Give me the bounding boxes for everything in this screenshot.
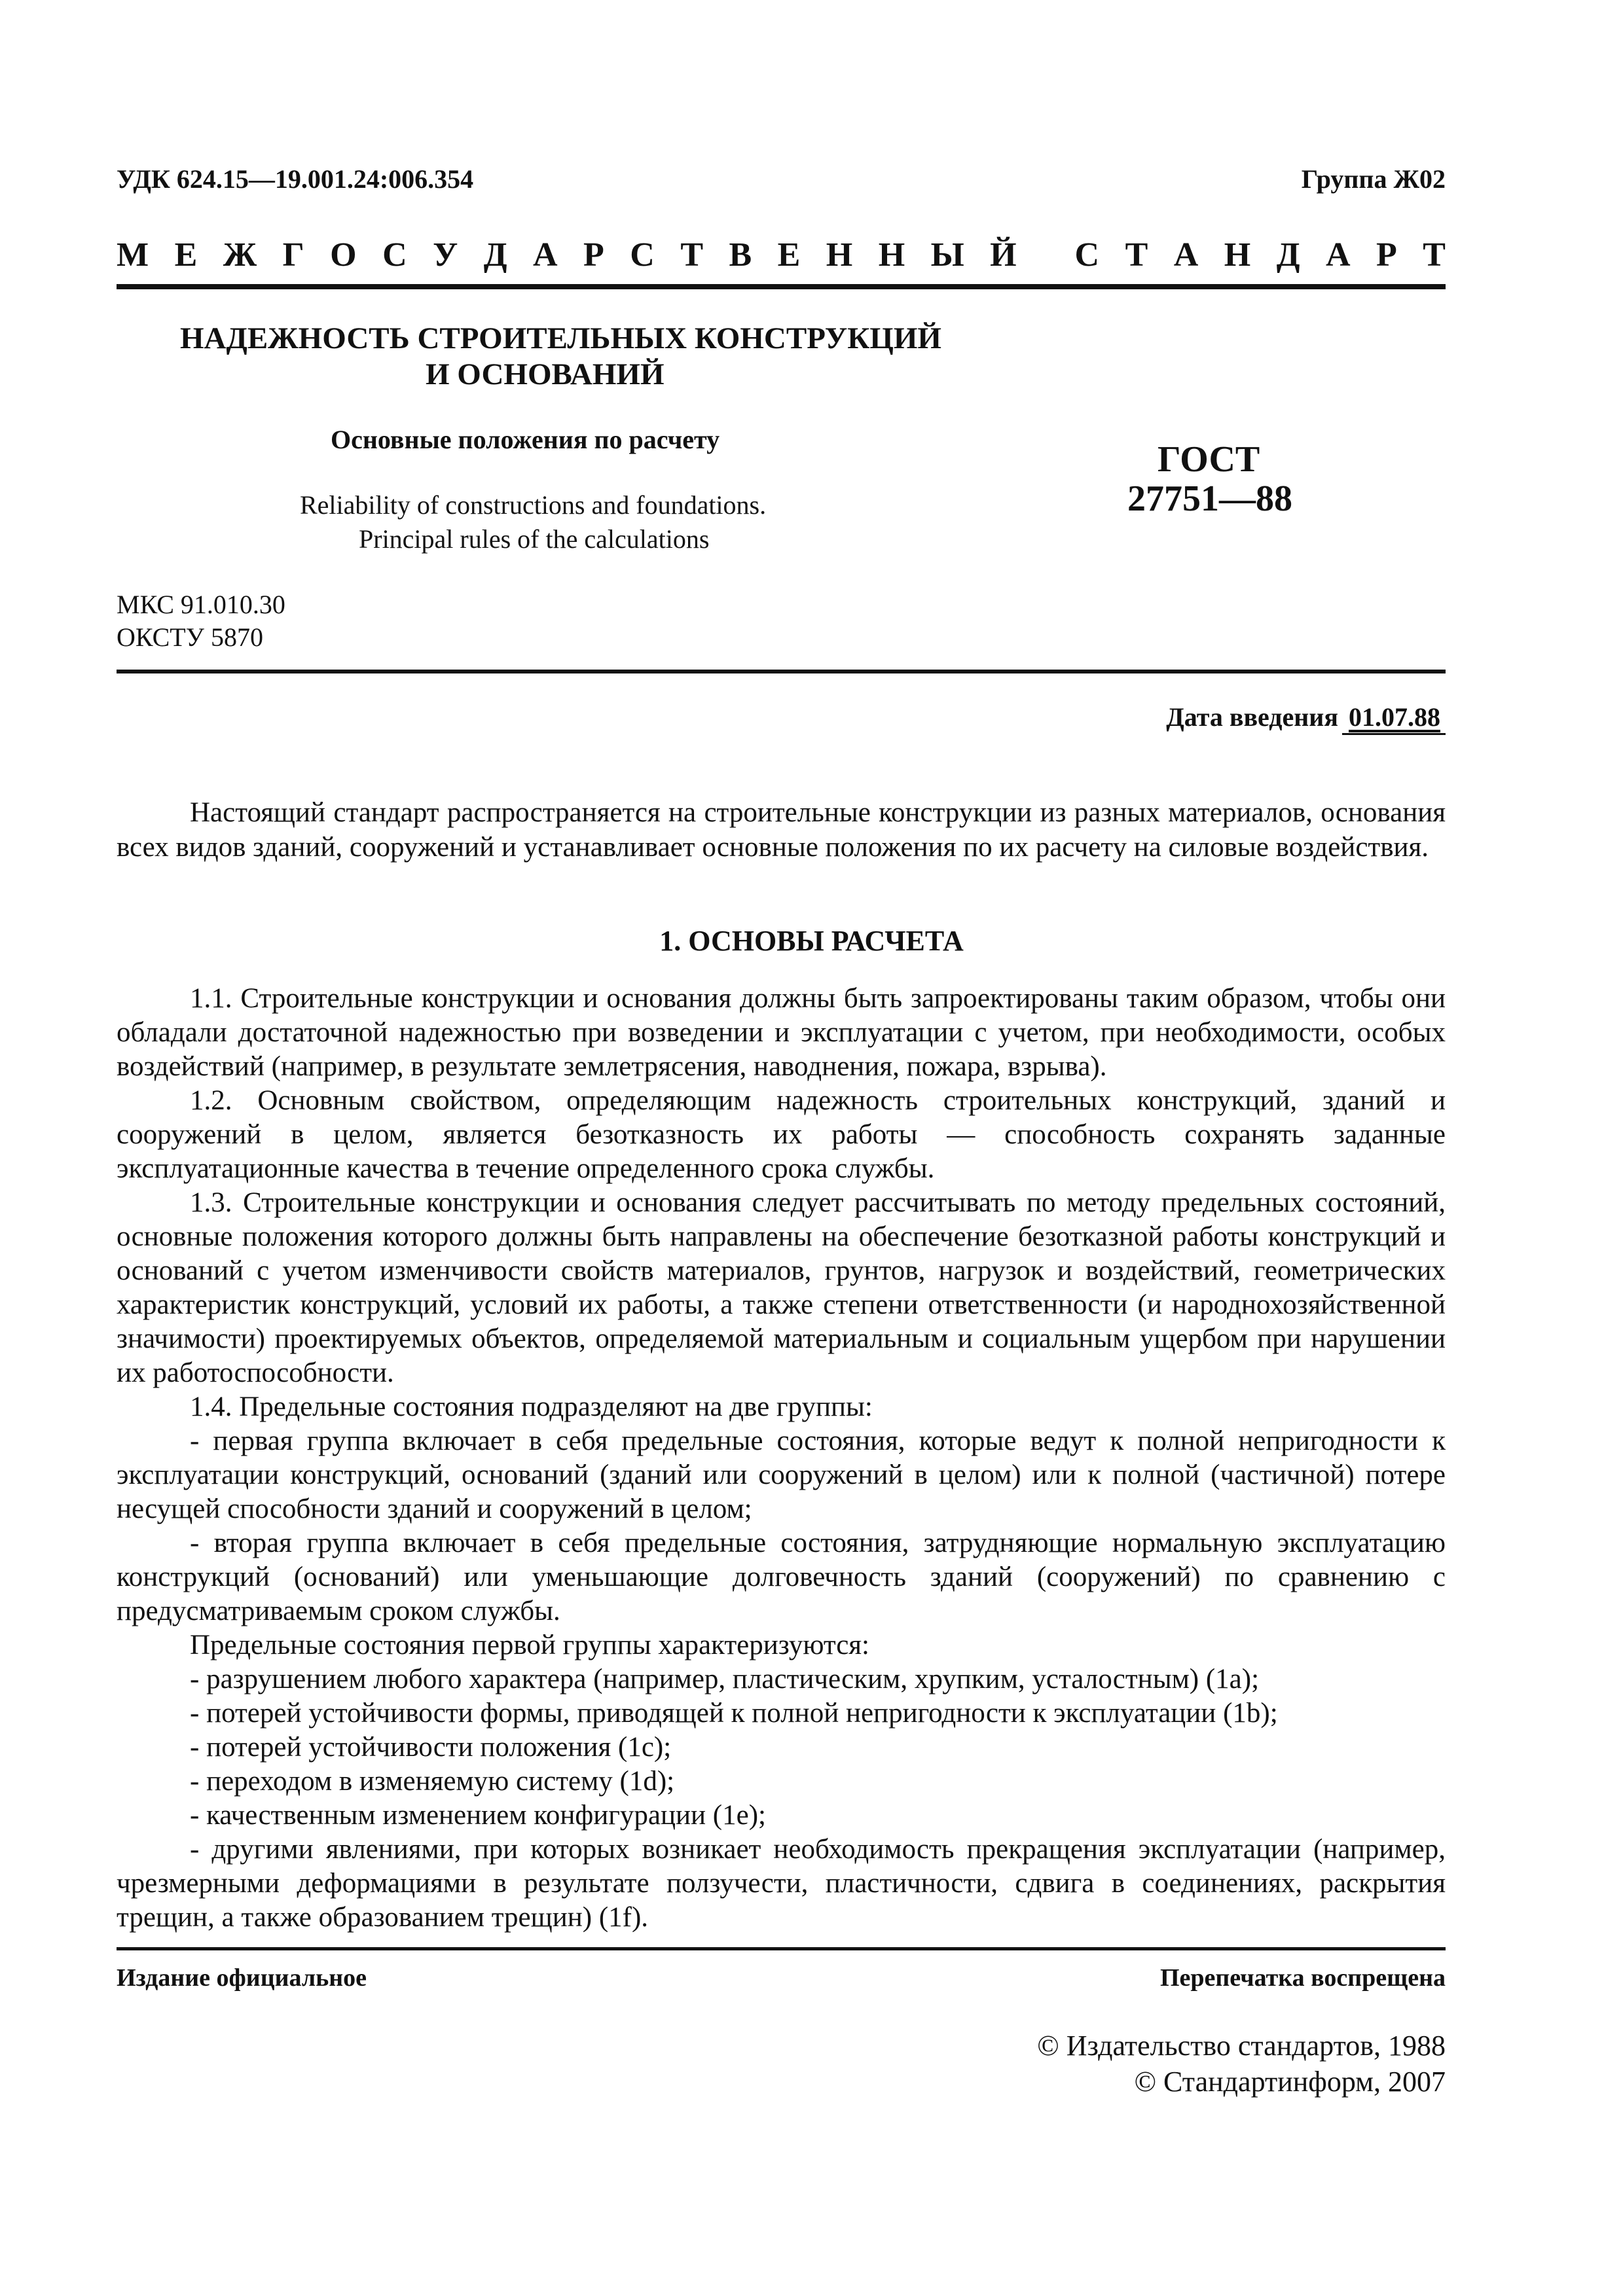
banner-letter: А — [1173, 236, 1199, 274]
mks-code: МКС 91.010.30 — [117, 590, 285, 619]
list-item: - переходом в изменяемую систему (1d); — [190, 1766, 675, 1797]
section-heading: 1. ОСНОВЫ РАСЧЕТА — [659, 925, 964, 957]
clause-1-2: 1.2. Основным свойством, определяющим надежность строительных конструкций, зданий и сооружений в целом, является безотказность их работы — способность сохранять заданные эксплуатационные качества в течение определенного срока службы. — [117, 1085, 1446, 1184]
intro-paragraph: Настоящий стандарт распространяется на строительные конструкции из разных материалов, основания всех видов зданий, сооружений и устанавливает основные положения по их расчету на силовые воздействия. — [117, 797, 1446, 863]
okstu-code: ОКСТУ 5870 — [117, 622, 264, 652]
banner-letter: А — [533, 236, 558, 274]
copyright-2: © Стандартинформ, 2007 — [1134, 2066, 1446, 2098]
intro-date — [1166, 702, 1446, 732]
clause-1-3: 1.3. Строительные конструкции и основания следует рассчитывать по методу предельных состояний, основные положения которого должны быть направлены на обеспечение безотказной работы конструкций и оснований с учетом изменчивости свойств материалов, грунтов, нагрузок и воздействий, геометрических характеристик конструкций, условий их работы, а также степени ответственности (и народнохозяйственной значимости) проектируемых объектов, определяемой материальным и социальным ущербом при нарушении их работоспособности. — [117, 1187, 1446, 1388]
footer-rule — [117, 1947, 1446, 1950]
udk-code: УДК 624.15—19.001.24:006.354 — [117, 164, 474, 194]
gost-number: 27751—88 — [1127, 478, 1292, 519]
banner-letter: Р — [1376, 236, 1397, 274]
edition-note: Издание официальное — [117, 1964, 367, 1992]
banner-word-gap — [1042, 236, 1049, 281]
subtitle: Основные положения по расчету — [331, 425, 720, 454]
banner-letter: А — [1325, 236, 1351, 274]
banner-letter: Р — [583, 236, 604, 274]
banner-letter: М — [117, 236, 149, 274]
banner-letter: Н — [1224, 236, 1251, 274]
banner-letter: Е — [777, 236, 801, 274]
list-item: - другими явлениями, при которых возникает необходимость прекращения эксплуатации (например, чрезмерными деформациями в результате ползучести, пластичности, сдвига в соединениях, раскрытия трещин, а также образованием трещин) (1f). — [117, 1834, 1446, 1933]
banner-letter: С — [1074, 236, 1100, 274]
banner-letter: В — [729, 236, 752, 274]
title-line-1: НАДЕЖНОСТЬ СТРОИТЕЛЬНЫХ КОНСТРУКЦИЙ — [180, 321, 941, 355]
list-item: - качественным изменением конфигурации (1e); — [190, 1800, 766, 1831]
banner-letter: Й — [990, 236, 1017, 274]
first-group-intro: Предельные состояния первой группы характеризуются: — [190, 1630, 870, 1660]
list-item: - потерей устойчивости положения (1c); — [190, 1732, 672, 1763]
list-item: - потерей устойчивости формы, приводящей к полной непригодности к эксплуатации (1b); — [190, 1698, 1278, 1729]
group-1-description: - первая группа включает в себя предельные состояния, которые ведут к полной непригодности к эксплуатации конструкций, оснований (зданий или сооружений в целом) или к полной (частичной) потере несущей способности зданий и сооружений в целом; — [117, 1426, 1446, 1524]
clause-1-1: 1.1. Строительные конструкции и основания должны быть запроектированы таким образом, чтобы они обладали достаточной надежностью при возведении и эксплуатации с учетом, при необходимости, особых воздействий (например, в результате землетрясения, наводнения, пожара, взрыва). — [117, 983, 1446, 1082]
banner-letter: Е — [174, 236, 198, 274]
banner-letter: С — [630, 236, 655, 274]
banner-letter: Н — [878, 236, 905, 274]
intro-date-rule — [1342, 733, 1446, 735]
banner-letter: Д — [483, 236, 507, 274]
banner-letter: О — [330, 236, 357, 274]
list-item: - разрушением любого характера (например, пластическим, хрупким, усталостным) (1a); — [190, 1664, 1260, 1695]
banner-letter: С — [382, 236, 407, 274]
banner-rule — [117, 284, 1446, 289]
banner-letter: Н — [826, 236, 853, 274]
banner-letter: Ы — [930, 236, 964, 274]
intro-date-value: 01.07.88 — [1349, 702, 1440, 732]
gost-label: ГОСТ — [1158, 439, 1260, 480]
classification-rule — [117, 670, 1446, 673]
reprint-note: Перепечатка воспрещена — [1159, 1964, 1446, 1992]
banner-letter: Ж — [223, 236, 257, 274]
banner-letter: Т — [1423, 236, 1446, 274]
group-code: Группа Ж02 — [1301, 164, 1446, 194]
banner-letter: Т — [680, 236, 703, 274]
standard-banner — [117, 236, 1446, 281]
copyright-1: © Издательство стандартов, 1988 — [1037, 2030, 1446, 2062]
english-title-1: Reliability of constructions and foundations. — [300, 490, 767, 520]
intro-date-label: Дата введения — [1166, 702, 1338, 732]
group-2-description: - вторая группа включает в себя предельные состояния, затрудняющие нормальную эксплуатацию конструкций (оснований) или уменьшающие долговечность зданий (сооружений) по сравнению с предусматриваемым сроком службы. — [117, 1528, 1446, 1626]
banner-letter: Г — [282, 236, 304, 274]
banner-letter: Д — [1276, 236, 1300, 274]
banner-letter: Т — [1125, 236, 1148, 274]
english-title-2: Principal rules of the calculations — [359, 524, 710, 554]
title-line-2: И ОСНОВАНИЙ — [426, 357, 665, 391]
banner-letter: У — [433, 236, 458, 274]
section-body — [117, 982, 1446, 1935]
clause-1-4: 1.4. Предельные состояния подразделяют на две группы: — [190, 1391, 873, 1422]
